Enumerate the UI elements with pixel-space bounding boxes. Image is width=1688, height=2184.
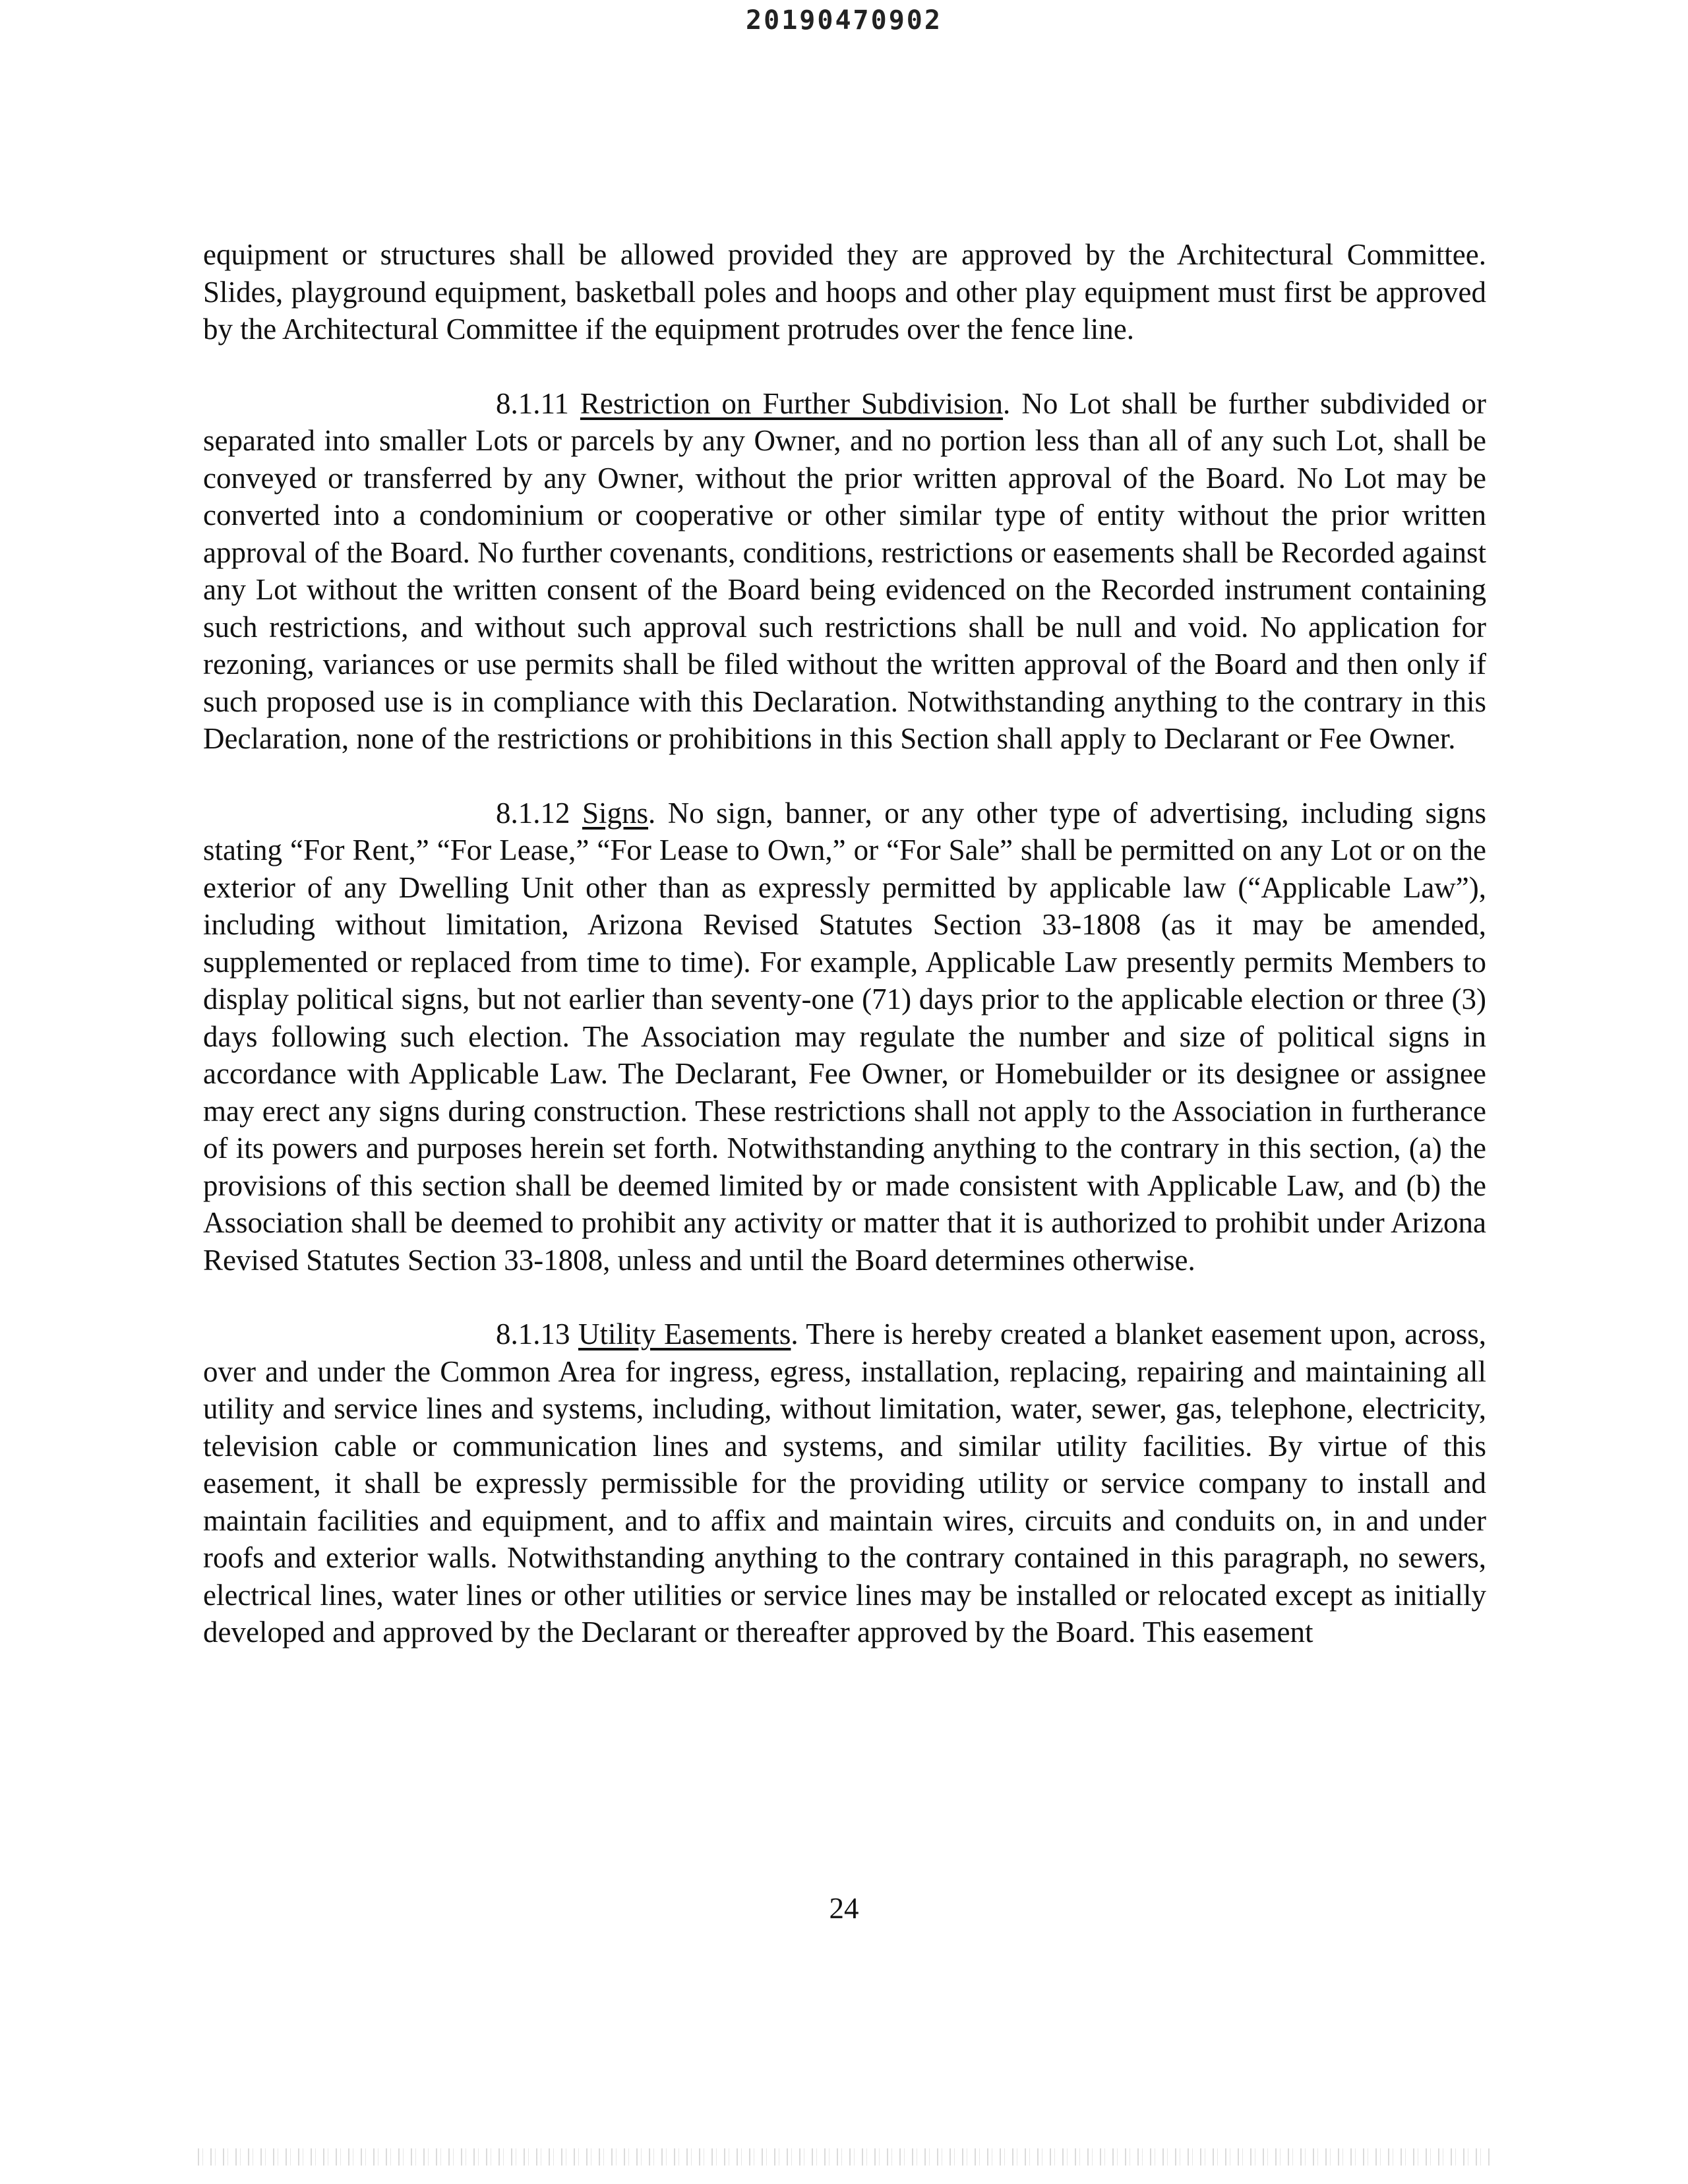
document-number: 20190470902 (746, 5, 942, 36)
section-number: 8.1.13 (496, 1318, 570, 1350)
document-body (203, 236, 1486, 1651)
page-number: 24 (829, 1892, 859, 1925)
section-heading: Utility Easements (578, 1318, 791, 1350)
section-number: 8.1.12 (496, 796, 570, 830)
section-8-1-11 (203, 385, 1486, 758)
section-heading: Restriction on Further Subdivision (580, 386, 1004, 420)
section-number: 8.1.11 (496, 386, 569, 420)
intro-paragraph: equipment or structures shall be allowed provided they are approved by the Architectural Committee. Slides, playground equipment, basketball poles and hoops and other play equipment must first be approved by the Architectural Committee if the equipment protrudes over the fence line. (203, 238, 1486, 346)
section-8-1-12 (203, 795, 1486, 1279)
section-heading: Signs (582, 796, 649, 830)
section-8-1-13 (203, 1316, 1486, 1651)
section-text: . No Lot shall be further subdivided or separated into smaller Lots or parcels by any Owner, and no portion less than all of any such Lot, shall be conveyed or transferred by any Owner, without the prior written approval of the Board. No Lot may be converted into a condominium or cooperative or other similar type of entity without the prior written approval of the Board. No further covenants, conditions, restrictions or easements shall be Recorded against any Lot without the written consent of the Board being evidenced on the Recorded instrument containing such restrictions, and without such approval such restrictions shall be null and void. No application for rezoning, variances or use permits shall be filed without the written approval of the Board and then only if such proposed use is in compliance with this Declaration. Notwithstanding anything to the contrary in this Declaration, none of the restrictions or prohibitions in this Section shall apply to Declarant or Fee Owner. (203, 386, 1487, 755)
section-text: . There is hereby created a blanket easement upon, across, over and under the Common Area for ingress, egress, installation, replacing, repairing and maintaining all utility and service lines and systems, including, without limitation, water, sewer, gas, telephone, electricity, television cable or communication lines and systems, and similar utility facilities. By virtue of this easement, it shall be expressly permissible for the providing utility or service company to install and maintain facilities and equipment, and to affix and maintain wires, circuits and conduits on, in and under roofs and exterior walls. Notwithstanding anything to the contrary contained in this paragraph, no sewers, electrical lines, water lines or other utilities or service lines may be installed or relocated except as initially developed and approved by the Declarant or thereafter approved by the Board. This easement (203, 1318, 1487, 1649)
section-text: . No sign, banner, or any other type of advertising, including signs stating “For Rent,” “For Lease,” “For Lease to Own,” or “For Sale” shall be permitted on any Lot or on the exterior of any Dwelling Unit other than as expressly permitted by applicable law (“Applicable Law”), including without limitation, Arizona Revised Statutes Section 33-1808 (as it may be amended, supplemented or replaced from time to time). For example, Applicable Law presently permits Members to display political signs, but not earlier than seventy-one (71) days prior to the applicable election or three (3) days following such election. The Association may regulate the number and size of political signs in accordance with Applicable Law. The Declarant, Fee Owner, or Homebuilder or its designee or assignee may erect any signs during construction. These restrictions shall not apply to the Association in furtherance of its powers and purposes herein set forth. Notwithstanding anything to the contrary in this section, (a) the provisions of this section shall be deemed limited by or made consistent with Applicable Law, and (b) the Association shall be deemed to prohibit any activity or matter that it is authorized to prohibit under Arizona Revised Statutes Section 33-1808, unless and until the Board determines otherwise. (203, 796, 1487, 1277)
scan-artifact-strip (198, 2148, 1490, 2166)
